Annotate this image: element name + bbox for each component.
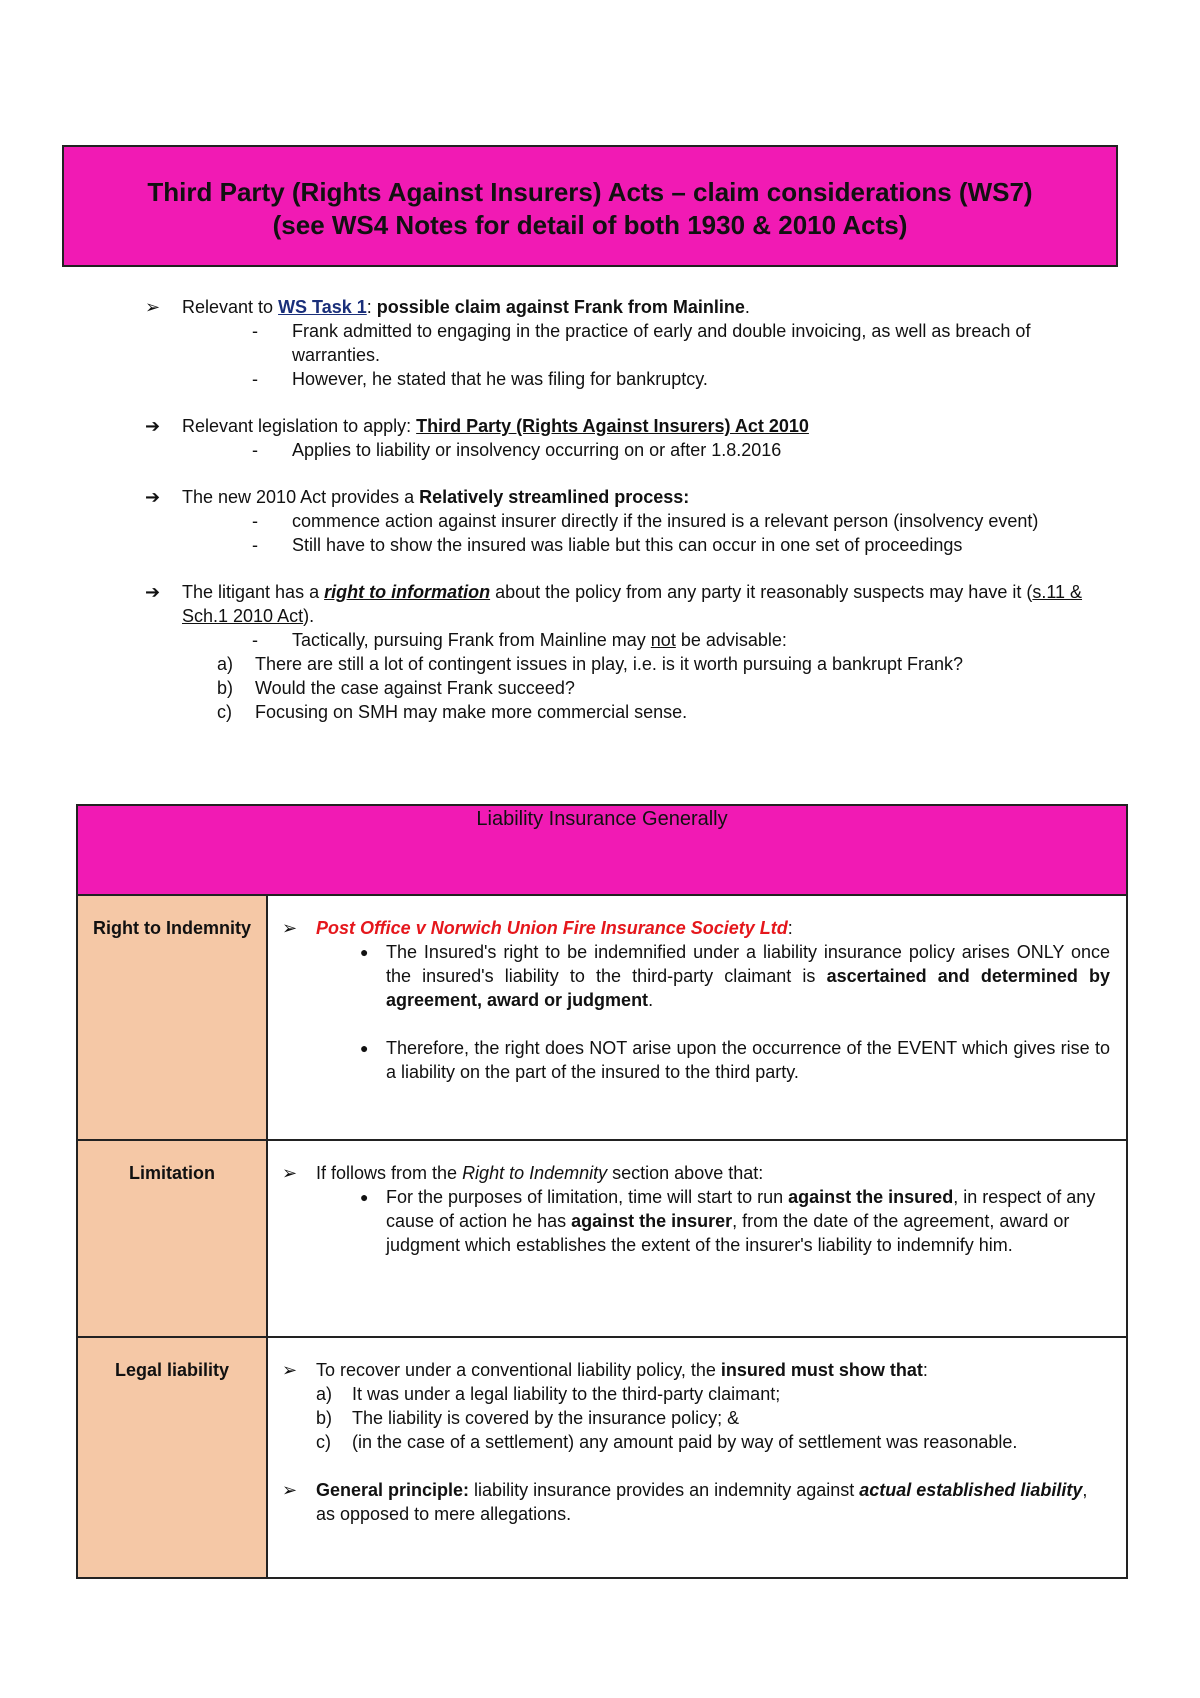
- table-row: [77, 895, 1127, 1140]
- note-dash: - Frank admitted to engaging in the practice of early and double invoicing, as well as breach of warranties.: [252, 321, 1031, 365]
- table-row: [77, 1140, 1127, 1337]
- title-banner: [62, 145, 1118, 267]
- table-heading: Liability Insurance Generally: [77, 805, 1127, 895]
- note-dash: - Applies to liability or insolvency occurring on or after 1.8.2016: [252, 440, 782, 460]
- dot-bullet-icon: ●: [360, 1040, 369, 1056]
- row-label: Right to Indemnity: [77, 895, 267, 1140]
- ws-task-link[interactable]: WS Task 1: [278, 297, 367, 317]
- note-bullet-4: ➔ The litigant has a right to information about the policy from any party it reasonably suspects may have it (s.11 & Sch.1 2010 Act).: [145, 582, 1083, 626]
- arrowhead-bullet-icon: ➢: [282, 1163, 298, 1183]
- row-content: ➢ Post Office v Norwich Union Fire Insurance Society Ltd: ● The Insured's right to be indemnified under a liability insurance policy arises ONLY once the insured's liability to the third-party claimant is ascertained and determined by agreement, award or judgment. ● Therefore, the right does NOT arise upon the occurrence of the EVENT which gives rise to a liability on the part of the insured to the third party.: [267, 895, 1127, 1140]
- dot-bullet-icon: ●: [360, 1189, 369, 1205]
- note-dash: - However, he stated that he was filing for bankruptcy.: [252, 369, 708, 389]
- note-dash: - Tactically, pursuing Frank from Mainline may not be advisable:: [252, 630, 787, 650]
- title-line-1: Third Party (Rights Against Insurers) Acts – claim considerations (WS7): [147, 177, 1033, 207]
- arrowhead-bullet-icon: ➢: [282, 1360, 298, 1380]
- arrow-bullet-icon: ➔: [145, 582, 161, 602]
- note-alpha-item: a) There are still a lot of contingent issues in play, i.e. is it worth pursuing a bankrupt Frank?: [217, 654, 964, 674]
- row-label: Legal liability: [77, 1337, 267, 1578]
- note-dash: - Still have to show the insured was liable but this can occur in one set of proceedings: [252, 535, 963, 555]
- arrowhead-bullet-icon: ➢: [282, 918, 298, 938]
- arrowhead-bullet-icon: ➢: [282, 1480, 298, 1500]
- dot-bullet-icon: ●: [360, 944, 369, 960]
- table-row: [77, 1337, 1127, 1578]
- arrowhead-bullet-icon: ➢: [145, 297, 161, 317]
- liability-table: [76, 804, 1128, 1579]
- note-alpha-item: b) Would the case against Frank succeed?: [217, 678, 575, 698]
- row-content: ➢ If follows from the Right to Indemnity section above that: ● For the purposes of limitation, time will start to run against the insured, in respect of any cause of action he has against the insurer, from the date of the agreement, award or judgment which establishes the extent of the insurer's liability to indemnify him.: [267, 1140, 1127, 1337]
- arrow-bullet-icon: ➔: [145, 487, 161, 507]
- row-content: ➢ To recover under a conventional liability policy, the insured must show that: a) It was under a legal liability to the third-party claimant; b) The liability is covered by the insurance policy; & c) (in the case of a settlement) any amount paid by way of settlement was reasonable. ➢ General principle: liability insurance provides an indemnity against actual established liability, as opposed to mere allegations.: [267, 1337, 1127, 1578]
- row-label: Limitation: [77, 1140, 267, 1337]
- title-line-2: (see WS4 Notes for detail of both 1930 & 2010 Acts): [272, 210, 908, 240]
- note-bullet-3: ➔ The new 2010 Act provides a Relatively streamlined process:: [145, 487, 690, 507]
- note-bullet-2: ➔ Relevant legislation to apply: Third Party (Rights Against Insurers) Act 2010: [145, 416, 809, 436]
- note-alpha-item: c) Focusing on SMH may make more commercial sense.: [217, 702, 688, 722]
- note-bullet-1: ➢ Relevant to WS Task 1: possible claim against Frank from Mainline.: [145, 297, 750, 317]
- note-dash: - commence action against insurer directly if the insured is a relevant person (insolvency event): [252, 511, 1039, 531]
- arrow-bullet-icon: ➔: [145, 416, 161, 436]
- notes-section: [145, 295, 1085, 724]
